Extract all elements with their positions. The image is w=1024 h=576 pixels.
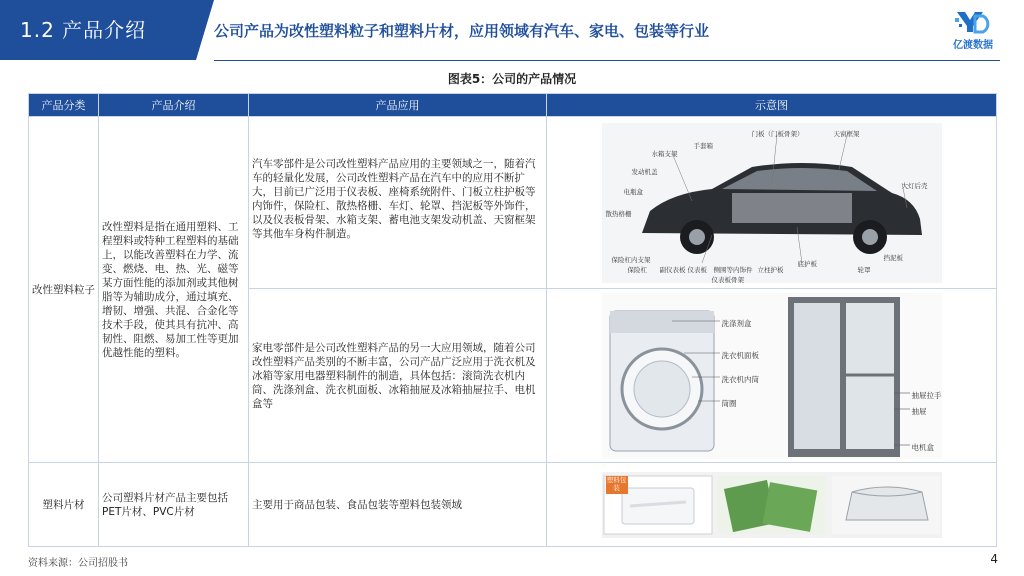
- appliance-label: 洗衣机内筒: [721, 374, 759, 384]
- image-cell: [547, 117, 997, 289]
- intro-cell: 改性塑料是指在通用塑料、工程塑料或特种工程塑料的基础上，以能改善塑料在力学、流变、燃烧、电、热、光、磁等某方面性能的添加剂或其他树脂等为辅助成分，通过填充、增韧、增强、共混、合金化等技术手段，使其具有抗冲、高韧性、阻燃、易加工性等更加优越性能的塑料。: [99, 117, 249, 463]
- section-banner: [0, 0, 196, 60]
- logo-mark-icon: [955, 8, 991, 34]
- appliance-label: 抽屉: [911, 406, 927, 416]
- car-label: 仪表板骨架: [711, 275, 744, 283]
- car-label: 侧围等内饰件: [713, 265, 753, 274]
- page-number: 4: [990, 552, 998, 566]
- appliance-diagram: [602, 293, 942, 459]
- car-label: 副仪表板: [659, 265, 686, 274]
- car-diagram: [602, 123, 942, 283]
- car-label: 保险杠: [627, 265, 647, 274]
- car-label: 门板（门板骨架）: [751, 129, 804, 138]
- car-label: 底护板: [797, 259, 817, 268]
- source-note: 资料来源：公司招股书: [28, 558, 128, 569]
- car-label: 电瓶盒: [623, 187, 643, 196]
- col-header: 产品介绍: [99, 94, 249, 117]
- car-label: 大灯后壳: [901, 181, 928, 190]
- car-label: 仪表板: [687, 265, 707, 274]
- car-label: 散热格栅: [605, 209, 632, 218]
- product-table: [28, 93, 997, 547]
- logo-text: 亿渡数据: [953, 40, 993, 51]
- application-cell: 汽车零部件是公司改性塑料产品应用的主要领域之一，随着汽车的轻量化发展，公司改性塑料产品在汽车中的应用不断扩大，目前已广泛用于仪表板、座椅系统附件、门板立柱护板等内饰件，保险杠、散热格栅、车灯、轮罩、挡泥板等外饰件，以及仪表板骨架、水箱支架、蓄电池支架发动机盖、天窗框架等其他车身构件制造。: [249, 117, 547, 289]
- image-cell: [547, 289, 997, 463]
- figure-caption: 图表5：公司的产品情况: [447, 72, 577, 86]
- appliance-label: 抽屉拉手: [911, 390, 942, 400]
- application-cell: 家电零部件是公司改性塑料产品的另一大应用领域，随着公司改性塑料产品类别的不断丰富，公司产品广泛应用于洗衣机及冰箱等家用电器塑料制件的制造，具体包括：滚筒洗衣机内筒、洗涤剂盒、洗衣机面板、冰箱抽屉及冰箱抽屉拉手、电机盒等: [249, 289, 547, 463]
- packaging-illustration: [602, 472, 942, 538]
- category-cell: 改性塑料粒子: [29, 117, 99, 463]
- image-cell: [547, 463, 997, 547]
- car-label: 手套箱: [693, 141, 713, 150]
- car-label: 轮罩: [857, 265, 871, 274]
- page-title: 公司产品为改性塑料粒子和塑料片材，应用领域有汽车、家电、包装等行业: [214, 22, 710, 40]
- col-header: 产品应用: [249, 94, 547, 117]
- appliance-illustration: [602, 293, 942, 459]
- car-label: 水箱支架: [651, 149, 678, 158]
- table-header-row: [29, 94, 997, 117]
- packaging-photos: [602, 472, 942, 538]
- company-logo: [945, 8, 1001, 54]
- car-label: 天窗框架: [833, 129, 860, 138]
- category-cell: 塑料片材: [29, 463, 99, 547]
- table-row: [29, 463, 997, 547]
- application-cell: 主要用于商品包装、食品包装等塑料包装领域: [249, 463, 547, 547]
- col-header: 产品分类: [29, 94, 99, 117]
- col-header: 示意图: [547, 94, 997, 117]
- table-row: [29, 117, 997, 289]
- packaging-badge: 塑料包装: [606, 475, 627, 492]
- car-label: 保险杠内支架: [611, 255, 651, 264]
- appliance-label: 筒圈: [721, 398, 737, 408]
- banner-slant: [196, 0, 214, 60]
- car-label: 立柱护板: [757, 265, 784, 274]
- header-rule: [214, 60, 1000, 61]
- car-label: 发动机盖: [631, 167, 658, 176]
- car-label: 挡泥板: [883, 253, 903, 262]
- appliance-label: 洗涤剂盒: [721, 318, 752, 328]
- intro-cell: 公司塑料片材产品主要包括PET片材、PVC片材: [99, 463, 249, 547]
- appliance-label: 洗衣机面板: [721, 350, 759, 360]
- appliance-label: 电机盒: [911, 442, 934, 452]
- section-title: 1.2 产品介绍: [20, 18, 147, 42]
